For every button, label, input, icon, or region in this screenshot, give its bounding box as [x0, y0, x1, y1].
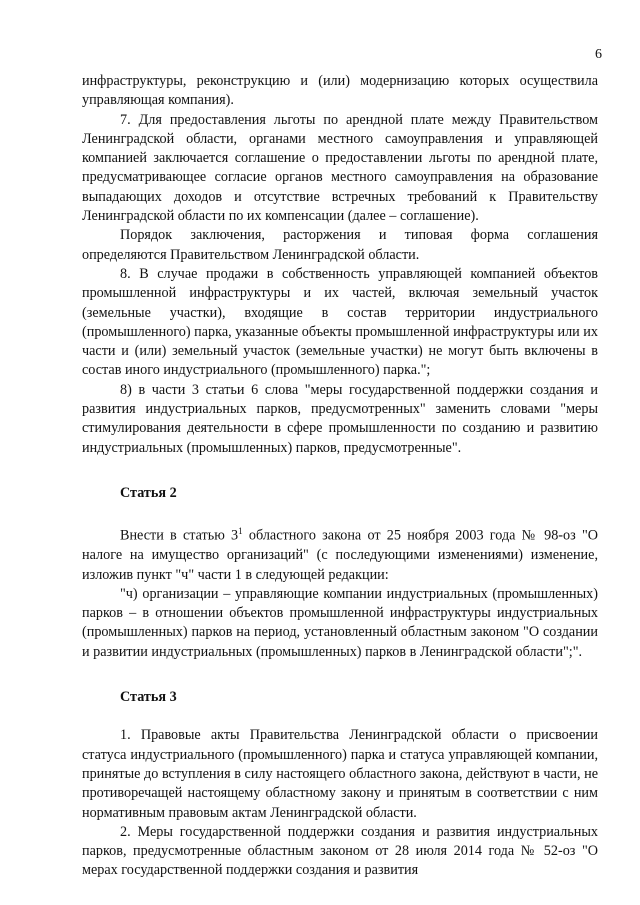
article-heading: Статья 2 — [120, 484, 177, 501]
paragraph: инфраструктуры, реконструкцию и (или) модернизацию которых осуществила управляющая компания). — [82, 73, 598, 109]
superscript: 1 — [238, 526, 243, 537]
document-body — [82, 72, 598, 881]
paragraph-text: областного закона от 25 ноября 2003 года № 98-оз "О налоге на имущество организаций" (с последующими изменениями) изменение, изложив пункт "ч" части 1 в следующей редакции: — [82, 527, 598, 583]
paragraph: 7. Для предоставления льготы по арендной плате между Правительством Ленинградской области, органами местного самоуправления и управляющей компанией заключается соглашение о предоставлении льготы по арендной плате, предусматривающее согласие органов местного самоуправления на образование выпадающих доходов и отсутствие встречных требований к Правительству Ленинградской области по их компенсации (далее – соглашение). — [82, 111, 598, 225]
article-heading: Статья 3 — [120, 689, 177, 706]
paragraph: 1. Правовые акты Правительства Ленинградской области о присвоении статуса индустриального (промышленного) парка и статуса управляющей компании, принятые до вступления в силу настоящего областного закона, действуют в части, не противоречащей настоящему областному закону и принятым в соответствии с ним нормативным правовым актам Ленинградской области. — [82, 727, 598, 821]
paragraph: "ч) организации – управляющие компании индустриальных (промышленных) парков – в отношении объектов промышленной инфраструктуры индустриальных (промышленных) парков на период, установленный областным законом "О создании и развитии индустриальных (промышленных) парков в Ленинградской области";". — [82, 585, 598, 660]
paragraph: 8. В случае продажи в собственность управляющей компанией объектов промышленной инфраструктуры и их частей, включая земельный участок (земельные участки), входящие в состав территории индустриального (промышленного) парка, указанные объекты промышленной инфраструктуры или их части и (или) земельный участок (земельные участки) не могут быть включены в состав иного индустриального (промышленного) парка."; — [82, 265, 598, 379]
paragraph-text: Внести в статью 3 — [120, 527, 239, 544]
page-number: 6 — [595, 47, 602, 62]
paragraph — [82, 522, 598, 585]
paragraph: 8) в части 3 статьи 6 слова "меры государственной поддержки создания и развития индустриальных парков, предусмотренных" заменить словами "меры стимулирования деятельности в сфере промышленности по созданию и развитию индустриальных (промышленных) парков, предусмотренные". — [82, 381, 598, 456]
paragraph: 2. Меры государственной поддержки создания и развития индустриальных парков, предусмотренные областным законом от 28 июля 2014 года № 52-оз "О мерах государственной поддержки создания и развития — [82, 823, 598, 879]
paragraph: Порядок заключения, расторжения и типовая форма соглашения определяются Правительством Ленинградской области. — [82, 227, 598, 263]
